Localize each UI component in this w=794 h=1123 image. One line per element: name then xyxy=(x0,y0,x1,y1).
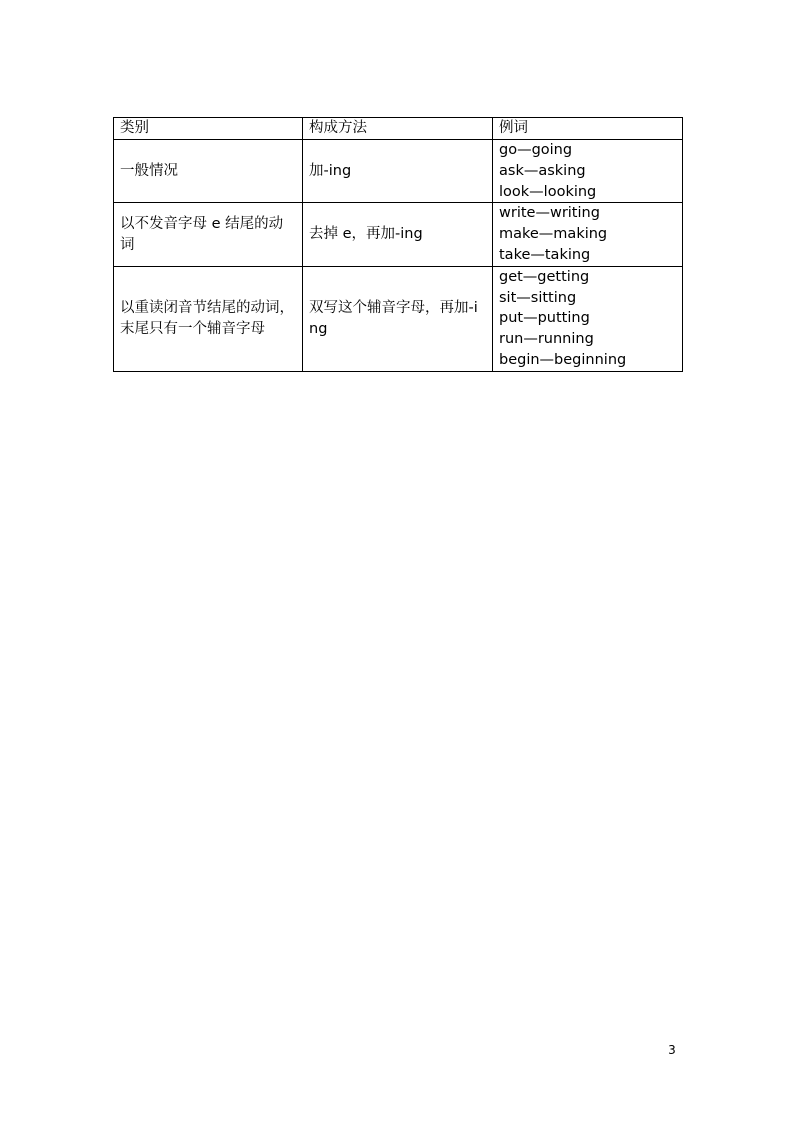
example-word: sit—sitting xyxy=(499,289,577,306)
row-category: 一般情况 xyxy=(114,140,303,203)
row-method: 双写这个辅音字母，再加-ing xyxy=(303,266,493,371)
example-word: go—going xyxy=(499,142,573,158)
example-word: look—looking xyxy=(499,183,597,200)
row-examples xyxy=(493,266,683,371)
example-word: ask—asking xyxy=(499,162,586,179)
example-word: begin—beginning xyxy=(499,351,627,368)
example-word: get—getting xyxy=(499,268,590,285)
row-category: 以不发音字母 e 结尾的动词 xyxy=(114,203,303,266)
example-word: write—writing xyxy=(499,205,600,222)
row-method: 去掉 e，再加-ing xyxy=(303,203,493,266)
example-word: run—running xyxy=(499,331,594,348)
header-category: 类别 xyxy=(114,118,303,140)
example-word: put—putting xyxy=(499,310,590,327)
table-header-row xyxy=(114,118,683,140)
header-method: 构成方法 xyxy=(303,118,493,140)
table-row xyxy=(114,266,683,371)
table-row xyxy=(114,203,683,266)
ing-form-rules-table xyxy=(113,117,683,372)
table-row xyxy=(114,140,683,203)
row-examples xyxy=(493,203,683,266)
row-category: 以重读闭音节结尾的动词，末尾只有一个辅音字母 xyxy=(114,266,303,371)
row-method: 加-ing xyxy=(303,140,493,203)
page-number: 3 xyxy=(668,1043,676,1057)
header-examples: 例词 xyxy=(493,118,683,140)
example-word: take—taking xyxy=(499,246,591,263)
example-word: make—making xyxy=(499,226,608,243)
row-examples xyxy=(493,140,683,203)
